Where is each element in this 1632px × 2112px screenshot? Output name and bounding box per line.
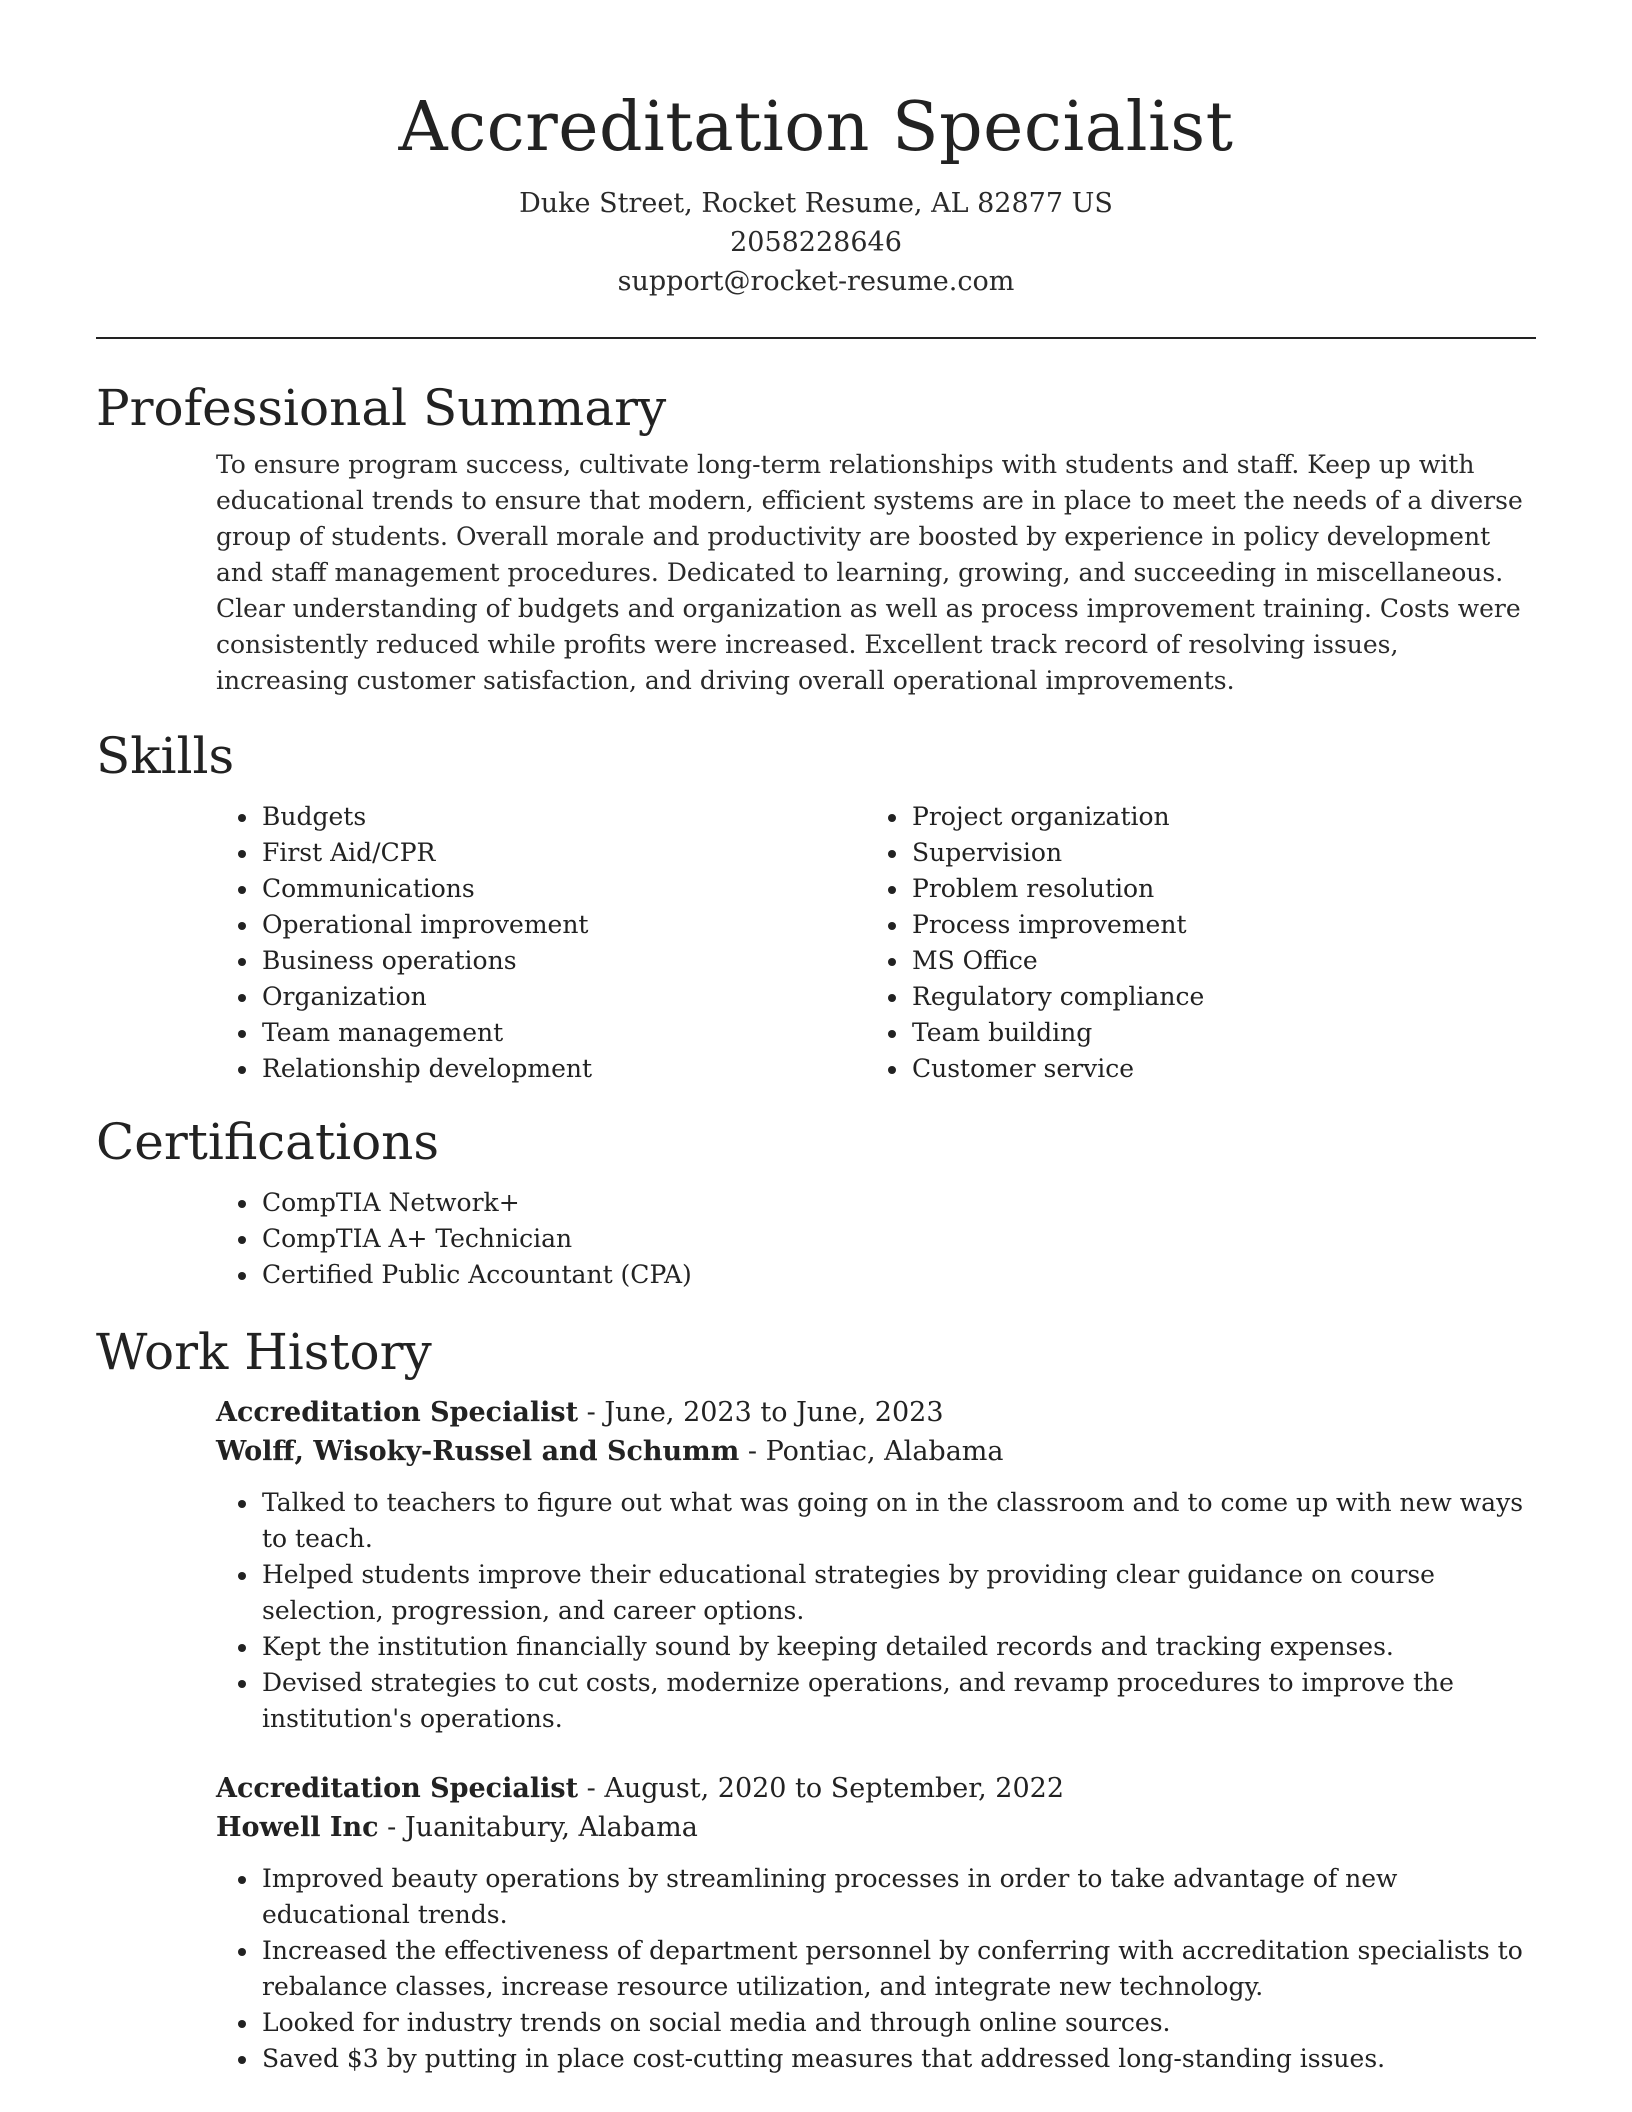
certifications-heading: Certifications — [96, 1113, 440, 1171]
skill-item: • Supervision — [910, 835, 1516, 871]
skill-item: • Relationship development — [260, 1051, 866, 1087]
job-company: Howell Inc — [216, 1812, 379, 1843]
job-dates: - June, 2023 to June, 2023 — [578, 1397, 944, 1428]
job-entry — [216, 1769, 1536, 2077]
skills-list-left — [216, 799, 866, 1087]
skill-item: • Budgets — [260, 799, 866, 835]
resume-page — [96, 0, 1536, 2077]
certification-item: • CompTIA A+ Technician — [260, 1221, 1536, 1257]
skill-item: • Business operations — [260, 943, 866, 979]
job-bullet: • Devised strategies to cut costs, modernize operations, and revamp procedures to improve the institution's operations. — [260, 1665, 1536, 1737]
job-company: Wolff, Wisoky-Russel and Schumm — [216, 1436, 740, 1467]
job-location: - Juanitabury, Alabama — [378, 1812, 698, 1843]
skill-item: • Team building — [910, 1015, 1516, 1051]
skills-columns — [216, 799, 1536, 1087]
skill-item: • Organization — [260, 979, 866, 1015]
job-bullet: • Talked to teachers to figure out what was going on in the classroom and to come up with new ways to teach. — [260, 1485, 1536, 1557]
contact-phone: 2058228646 — [730, 227, 902, 258]
certifications-list — [216, 1185, 1536, 1293]
summary-text: To ensure program success, cultivate long-term relationships with students and staff. Keep up with educational trends to ensure that modern, efficient systems are in place to meet the needs of a diverse group of students. Overall morale and productivity are boosted by experience in policy development and staff management procedures. Dedicated to learning, growing, and succeeding in miscellaneous. Clear understanding of budgets and organization as well as process improvement training. Costs were consistently reduced while profits were increased. Excellent track record of resolving issues, increasing customer satisfaction, and driving overall operational improvements. — [216, 450, 1523, 695]
skill-item: • Operational improvement — [260, 907, 866, 943]
job-bullets — [216, 1485, 1536, 1737]
skill-item: • MS Office — [910, 943, 1516, 979]
job-bullet: • Helped students improve their educational strategies by providing clear guidance on course selection, progression, and career options. — [260, 1557, 1536, 1629]
job-title-line — [216, 1769, 1536, 1809]
work-history-section — [96, 1321, 1536, 2077]
skill-item: • Regulatory compliance — [910, 979, 1516, 1015]
job-role: Accreditation Specialist — [216, 1773, 579, 1804]
certifications-body — [216, 1185, 1536, 1293]
skills-heading: Skills — [96, 727, 235, 785]
candidate-name: Accreditation Specialist — [398, 88, 1234, 167]
skill-item: • First Aid/CPR — [260, 835, 866, 871]
job-bullet: • Increased the effectiveness of department personnel by conferring with accreditation specialists to rebalance classes, increase resource utilization, and integrate new technology. — [260, 1933, 1536, 2005]
job-dates: - August, 2020 to September, 2022 — [578, 1773, 1065, 1804]
job-bullet: • Saved $3 by putting in place cost-cutting measures that addressed long-standing issues. — [260, 2041, 1536, 2077]
skill-item: • Project organization — [910, 799, 1516, 835]
job-title-line — [216, 1393, 1536, 1433]
skills-section — [96, 725, 1536, 1087]
skill-item: • Team management — [260, 1015, 866, 1051]
job-bullets — [216, 1861, 1536, 2077]
skills-column-right — [866, 799, 1516, 1087]
job-bullet: • Looked for industry trends on social media and through online sources. — [260, 2005, 1536, 2041]
job-bullet: • Kept the institution financially sound by keeping detailed records and tracking expenses. — [260, 1629, 1536, 1665]
skill-item: • Problem resolution — [910, 871, 1516, 907]
skills-list-right — [866, 799, 1516, 1087]
job-role: Accreditation Specialist — [216, 1397, 579, 1428]
skills-column-left — [216, 799, 866, 1087]
contact-address: Duke Street, Rocket Resume, AL 82877 US — [519, 188, 1113, 219]
job-bullet: • Improved beauty operations by streamlining processes in order to take advantage of new educational trends. — [260, 1861, 1536, 1933]
resume-header — [96, 0, 1536, 301]
header-divider — [96, 337, 1536, 339]
summary-heading: Professional Summary — [96, 379, 667, 437]
job-company-line — [216, 1809, 1536, 1847]
skill-item: • Customer service — [910, 1051, 1516, 1087]
contact-email: support@rocket-resume.com — [617, 266, 1015, 297]
summary-section — [96, 377, 1536, 699]
job-entry — [216, 1393, 1536, 1737]
certifications-section — [96, 1111, 1536, 1293]
skill-item: • Communications — [260, 871, 866, 907]
certification-item: • Certified Public Accountant (CPA) — [260, 1257, 1536, 1293]
job-company-line — [216, 1433, 1536, 1471]
skill-item: • Process improvement — [910, 907, 1516, 943]
work-history-heading: Work History — [96, 1323, 432, 1381]
job-location: - Pontiac, Alabama — [739, 1436, 1004, 1467]
certification-item: • CompTIA Network+ — [260, 1185, 1536, 1221]
